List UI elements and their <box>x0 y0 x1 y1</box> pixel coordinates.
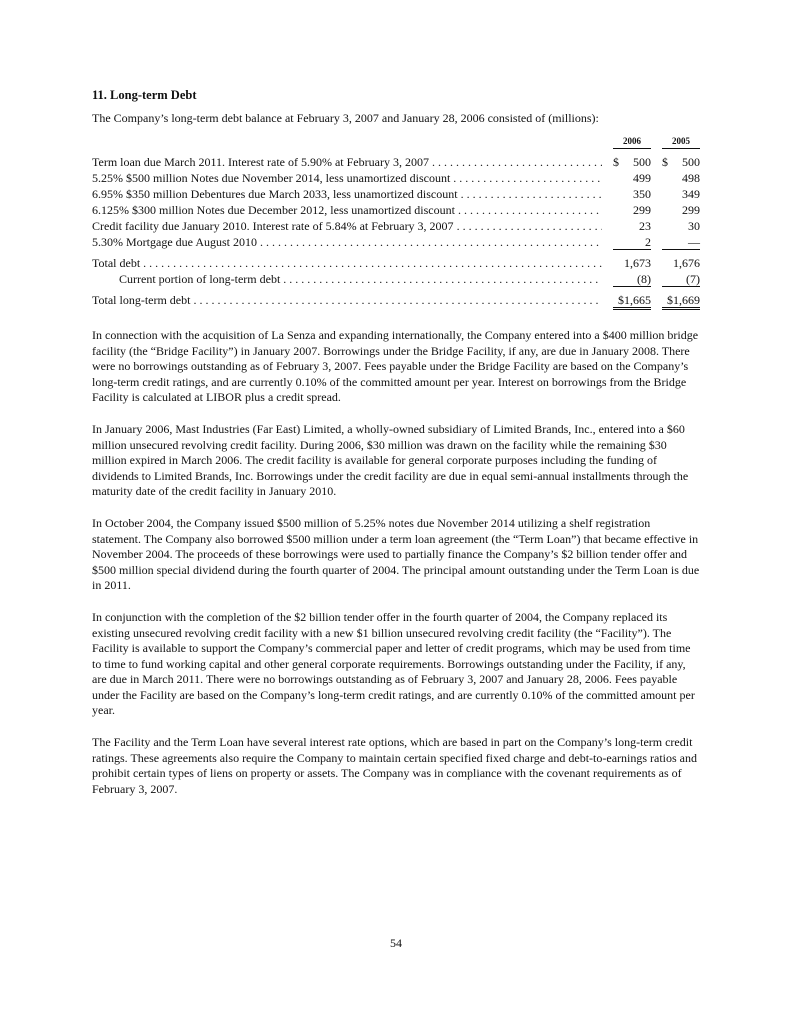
page-number: 54 <box>390 936 402 950</box>
dollar-sign: $ <box>662 155 668 169</box>
page-content <box>92 86 702 797</box>
total-debt-row <box>92 255 702 271</box>
current-portion-row <box>92 271 702 287</box>
value-2005: $ 500 <box>662 155 700 169</box>
row-label: 6.125% $300 million Notes due December 2012, less unamortized discount . . . <box>92 202 602 218</box>
value-2006: $ 500 <box>613 155 651 169</box>
value-2005: 1,676 <box>673 256 700 270</box>
column-header-2005: 2005 <box>662 136 700 149</box>
table-row <box>92 234 702 250</box>
value-2005: 299 <box>682 203 700 217</box>
value-2005: 349 <box>682 187 700 201</box>
value-2006: 350 <box>633 187 651 201</box>
paragraph-bridge-facility: In connection with the acquisition of La Senza and expanding internationally, the Company entered into a $400 million bridge facility (the “Bridge Facility”) in January 2007. Borrowings under the Bridge Facility, if any, are due in January 2008. There were no borrowings outstanding as of February 3, 2007. Fees payable under the Bridge Facility are based on the Company’s long-term credit ratings, and are currently 0.10% of the committed amount per year. Interest on borrowings from the Bridge Facility is calculated at LIBOR plus a credit spread. <box>92 328 699 405</box>
row-label: Current portion of long-term debt . . . <box>119 271 602 287</box>
value-2006: 499 <box>633 171 651 185</box>
total-long-term-row <box>92 292 702 308</box>
value-2006: 23 <box>639 219 651 233</box>
paragraph-revolving-facility: In conjunction with the completion of the $2 billion tender offer in the fourth quarter of 2004, the Company replaced its existing unsecured revolving credit facility with a new $1 billion unsecured revolving credit facility (the “Facility”). The Facility is available to support the Company’s commercial paper and letter of credit programs, which may be used from time to time to fund working capital and other general corporate requirements. Borrowings outstanding under the Facility, if any, are due in March 2011. There were no borrowings outstanding as of February 3, 2007 and January 28, 2006. Fees payable under the Facility are based on the Company’s long-term credit ratings, and are currently 0.10% of the committed amount per year. <box>92 609 695 718</box>
row-label: 5.25% $500 million Notes due November 2014, less unamortized discount . . . <box>92 170 602 186</box>
dollar-sign: $ <box>613 155 619 169</box>
table-row <box>92 186 702 202</box>
paragraph-notes-term-loan: In October 2004, the Company issued $500 million of 5.25% notes due November 2014 utilizing a shelf registration statement. The Company also borrowed $500 million under a term loan agreement (the “Term Loan”) that became effective in November 2004. The proceeds of these borrowings were used to partially finance the Company’s $2 billion tender offer and $500 million special dividend during the fourth quarter of 2004. The principal amount outstanding under the Term Loan is due in 2011. <box>92 515 700 593</box>
value-2005: 498 <box>682 171 700 185</box>
table-row <box>92 218 702 234</box>
debt-table <box>92 136 702 308</box>
table-row <box>92 170 702 186</box>
value-2006: 1,673 <box>624 256 651 270</box>
table-row <box>92 154 702 170</box>
value-2006: (8) <box>613 271 651 287</box>
table-row <box>92 202 702 218</box>
column-header-row <box>92 136 702 154</box>
value-2005: — <box>662 234 700 250</box>
value-2006: 299 <box>633 203 651 217</box>
row-label: Total debt . . . <box>92 255 602 271</box>
value-2005: 30 <box>688 219 700 233</box>
value-2005: (7) <box>662 271 700 287</box>
paragraph-covenants: The Facility and the Term Loan have several interest rate options, which are based in part on the Company’s long-term credit ratings. These agreements also require the Company to maintain certain specified fixed charge and debt-to-earnings ratios and prohibit certain types of liens on property or assets. The Company was in compliance with the covenant requirements as of February 3, 2007. <box>92 735 698 796</box>
value-2006: 2 <box>613 234 651 250</box>
row-label: Credit facility due January 2010. Interest rate of 5.84% at February 3, 2007 . . . <box>92 218 602 234</box>
row-label: Total long-term debt . . . <box>92 292 602 308</box>
paragraph-mast-industries: In January 2006, Mast Industries (Far East) Limited, a wholly-owned subsidiary of Limited Brands, Inc., entered into a $60 million unsecured revolving credit facility. During 2006, $30 million was drawn on the facility while the remaining $30 million expired in March 2006. The credit facility is available for general corporate purposes including the funding of dividends to Limited Brands, Inc. Borrowings under the credit facility are due in equal semi-annual installments through the maturity date of the credit facility in January 2010. <box>92 421 689 499</box>
row-label: 6.95% $350 million Debentures due March 2033, less unamortized discount . . . <box>92 186 602 202</box>
value-2005: $1,669 <box>662 292 700 310</box>
section-heading: 11. Long-term Debt <box>92 88 197 102</box>
row-label: 5.30% Mortgage due August 2010 . . . <box>92 234 602 250</box>
intro-text: The Company’s long-term debt balance at February 3, 2007 and January 28, 2006 consisted of (millions): <box>92 111 599 125</box>
value-2006: $1,665 <box>613 292 651 310</box>
column-header-2006: 2006 <box>613 136 651 149</box>
row-label: Term loan due March 2011. Interest rate of 5.90% at February 3, 2007 . . . <box>92 154 602 170</box>
